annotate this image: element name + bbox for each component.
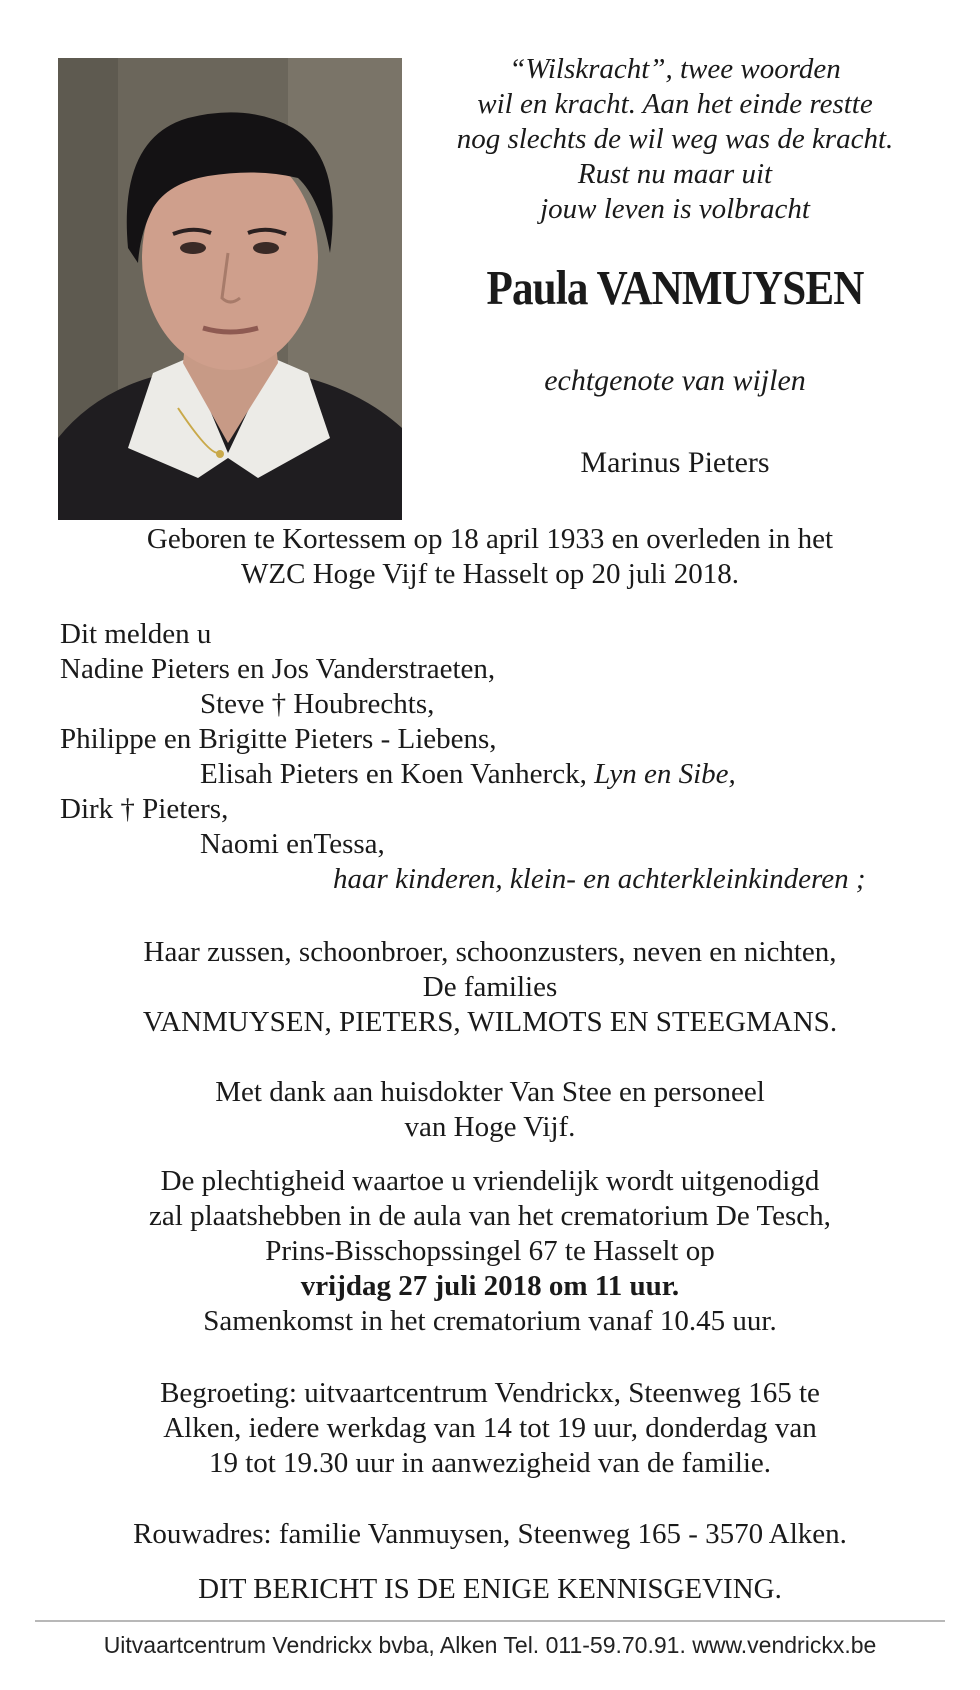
footer-text: Uitvaartcentrum Vendrickx bvba, Alken Tel. 011-59.70.91. www.vendrickx.be (103, 1632, 877, 1658)
thanks-line: Met dank aan huisdokter Van Stee en personeel (215, 1076, 765, 1108)
family-grandchild: Naomi enTessa, (200, 828, 385, 860)
relatives-text (0, 935, 980, 1040)
family-intro: Dit melden u (60, 618, 212, 650)
birth-death-text (0, 522, 980, 592)
poem-line: jouw leven is volbracht (540, 193, 810, 225)
deceased-name: Paula VANMUYSEN (486, 260, 864, 315)
footer-divider (35, 1620, 945, 1622)
ceremony-line: zal plaatshebben in de aula van het crematorium De Tesch, (149, 1200, 831, 1232)
ceremony-line: De plechtigheid waartoe u vriendelijk wordt uitgenodigd (160, 1165, 820, 1197)
thanks-line: van Hoge Vijf. (404, 1111, 576, 1143)
poem-line: nog slechts de wil weg was de kracht. (456, 123, 894, 155)
portrait-photo (58, 58, 402, 520)
portrait-illustration (58, 58, 402, 520)
poem (410, 52, 940, 227)
family-grandchild-row (0, 757, 980, 792)
birth-death-line: WZC Hoge Vijf te Hasselt op 20 juli 2018. (241, 558, 739, 590)
family-list (0, 617, 980, 897)
relatives-line: VANMUYSEN, PIETERS, WILMOTS EN STEEGMANS. (142, 1006, 838, 1038)
poem-line: “Wilskracht”, twee woorden (509, 53, 841, 85)
greeting-text (0, 1376, 980, 1481)
spouse-label: echtgenote van wijlen (544, 364, 806, 397)
ceremony-line: Prins-Bisschopssingel 67 te Hasselt op (265, 1235, 715, 1267)
relatives-line: Haar zussen, schoonbroer, schoonzusters, neven en nichten, (143, 936, 837, 968)
family-child: Philippe en Brigitte Pieters - Liebens, (60, 723, 497, 755)
ceremony-date: vrijdag 27 juli 2018 om 11 uur. (300, 1270, 680, 1302)
greeting-line: Begroeting: uitvaartcentrum Vendrickx, Steenweg 165 te (160, 1377, 820, 1409)
relatives-line: De families (422, 971, 558, 1003)
family-summary: haar kinderen, klein- en achterkleinkinderen ; (333, 863, 866, 895)
greeting-line: Alken, iedere werkdag van 14 tot 19 uur, donderdag van (163, 1412, 817, 1444)
ceremony-gathering: Samenkomst in het crematorium vanaf 10.45 uur. (203, 1305, 777, 1337)
notice-text: DIT BERICHT IS DE ENIGE KENNISGEVING. (198, 1573, 782, 1605)
poem-line: Rust nu maar uit (577, 158, 773, 190)
greeting-line: 19 tot 19.30 uur in aanwezigheid van de familie. (208, 1447, 772, 1479)
poem-line: wil en kracht. Aan het einde restte (477, 88, 873, 120)
family-child: Nadine Pieters en Jos Vanderstraeten, (60, 653, 496, 685)
family-grandchild: Steve † Houbrechts, (200, 688, 435, 720)
family-grandchild: Elisah Pieters en Koen Vanherck, (200, 758, 587, 790)
family-great-grandchildren: Lyn en Sibe, (594, 758, 736, 790)
thanks-text (0, 1075, 980, 1145)
ceremony-text (0, 1164, 980, 1339)
birth-death-line: Geboren te Kortessem op 18 april 1933 en overleden in het (146, 523, 834, 555)
family-child: Dirk † Pieters, (60, 793, 229, 825)
spouse-name: Marinus Pieters (580, 446, 770, 479)
mourning-address: Rouwadres: familie Vanmuysen, Steenweg 165 - 3570 Alken. (133, 1518, 847, 1550)
